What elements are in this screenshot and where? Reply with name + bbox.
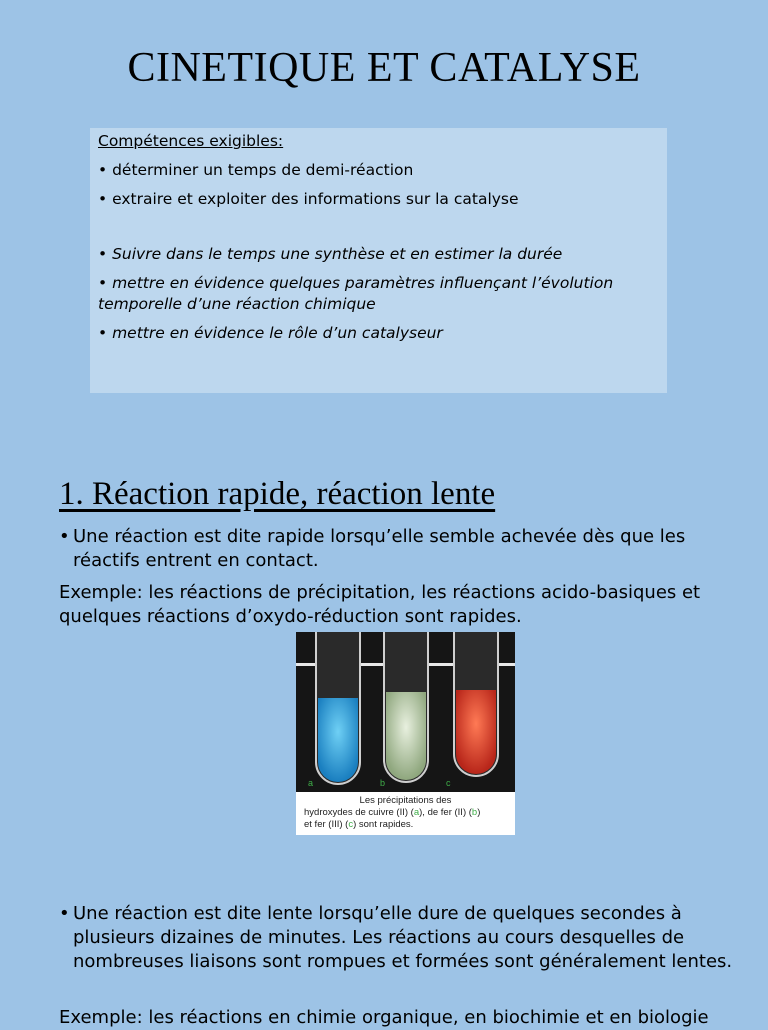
bullet-slow-reaction: • Une réaction est dite lente lorsqu’elle dure de quelques secondes à plusieurs dizaines de minutes. Les réactions au cours desquelles de nombreuses liaisons sont rompues et formées sont généralement lentes. — [59, 903, 733, 972]
competence-item: • déterminer un temps de demi-réaction — [98, 161, 414, 179]
competence-item: • extraire et exploiter des informations sur la catalyse — [98, 190, 519, 208]
figure-caption: Les précipitations des hydroxydes de cuivre (II) (a), de fer (II) (b) et fer (III) (c) sont rapides. — [304, 795, 481, 830]
page-title: CINETIQUE ET CATALYSE — [127, 45, 641, 91]
test-tubes-photo — [296, 632, 515, 792]
competence-item-italic: • mettre en évidence quelques paramètres influençant l’évolution temporelle d’une réaction chimique — [98, 274, 614, 313]
bullet-fast-reaction: • Une réaction est dite rapide lorsqu’elle semble achevée dès que les réactifs entrent en contact. — [59, 526, 686, 571]
example-slow-reaction: Exemple: les réactions en chimie organique, en biochimie et en biologie — [59, 1007, 709, 1028]
tube-label-c: c — [446, 778, 451, 788]
competences-box — [90, 128, 667, 393]
precipitation-figure — [296, 632, 515, 835]
section-heading: 1. Réaction rapide, réaction lente — [59, 476, 496, 512]
competence-item-italic: • mettre en évidence le rôle d’un catalyseur — [98, 324, 443, 342]
competences-heading: Compétences exigibles: — [98, 132, 284, 150]
competence-item-italic: • Suivre dans le temps une synthèse et en estimer la durée — [98, 245, 563, 263]
tube-label-b: b — [380, 778, 386, 788]
example-fast-reaction: Exemple: les réactions de précipitation, les réactions acido-basiques et quelques réactions d’oxydo-réduction sont rapides. — [59, 582, 701, 627]
tube-label-a: a — [308, 778, 314, 788]
